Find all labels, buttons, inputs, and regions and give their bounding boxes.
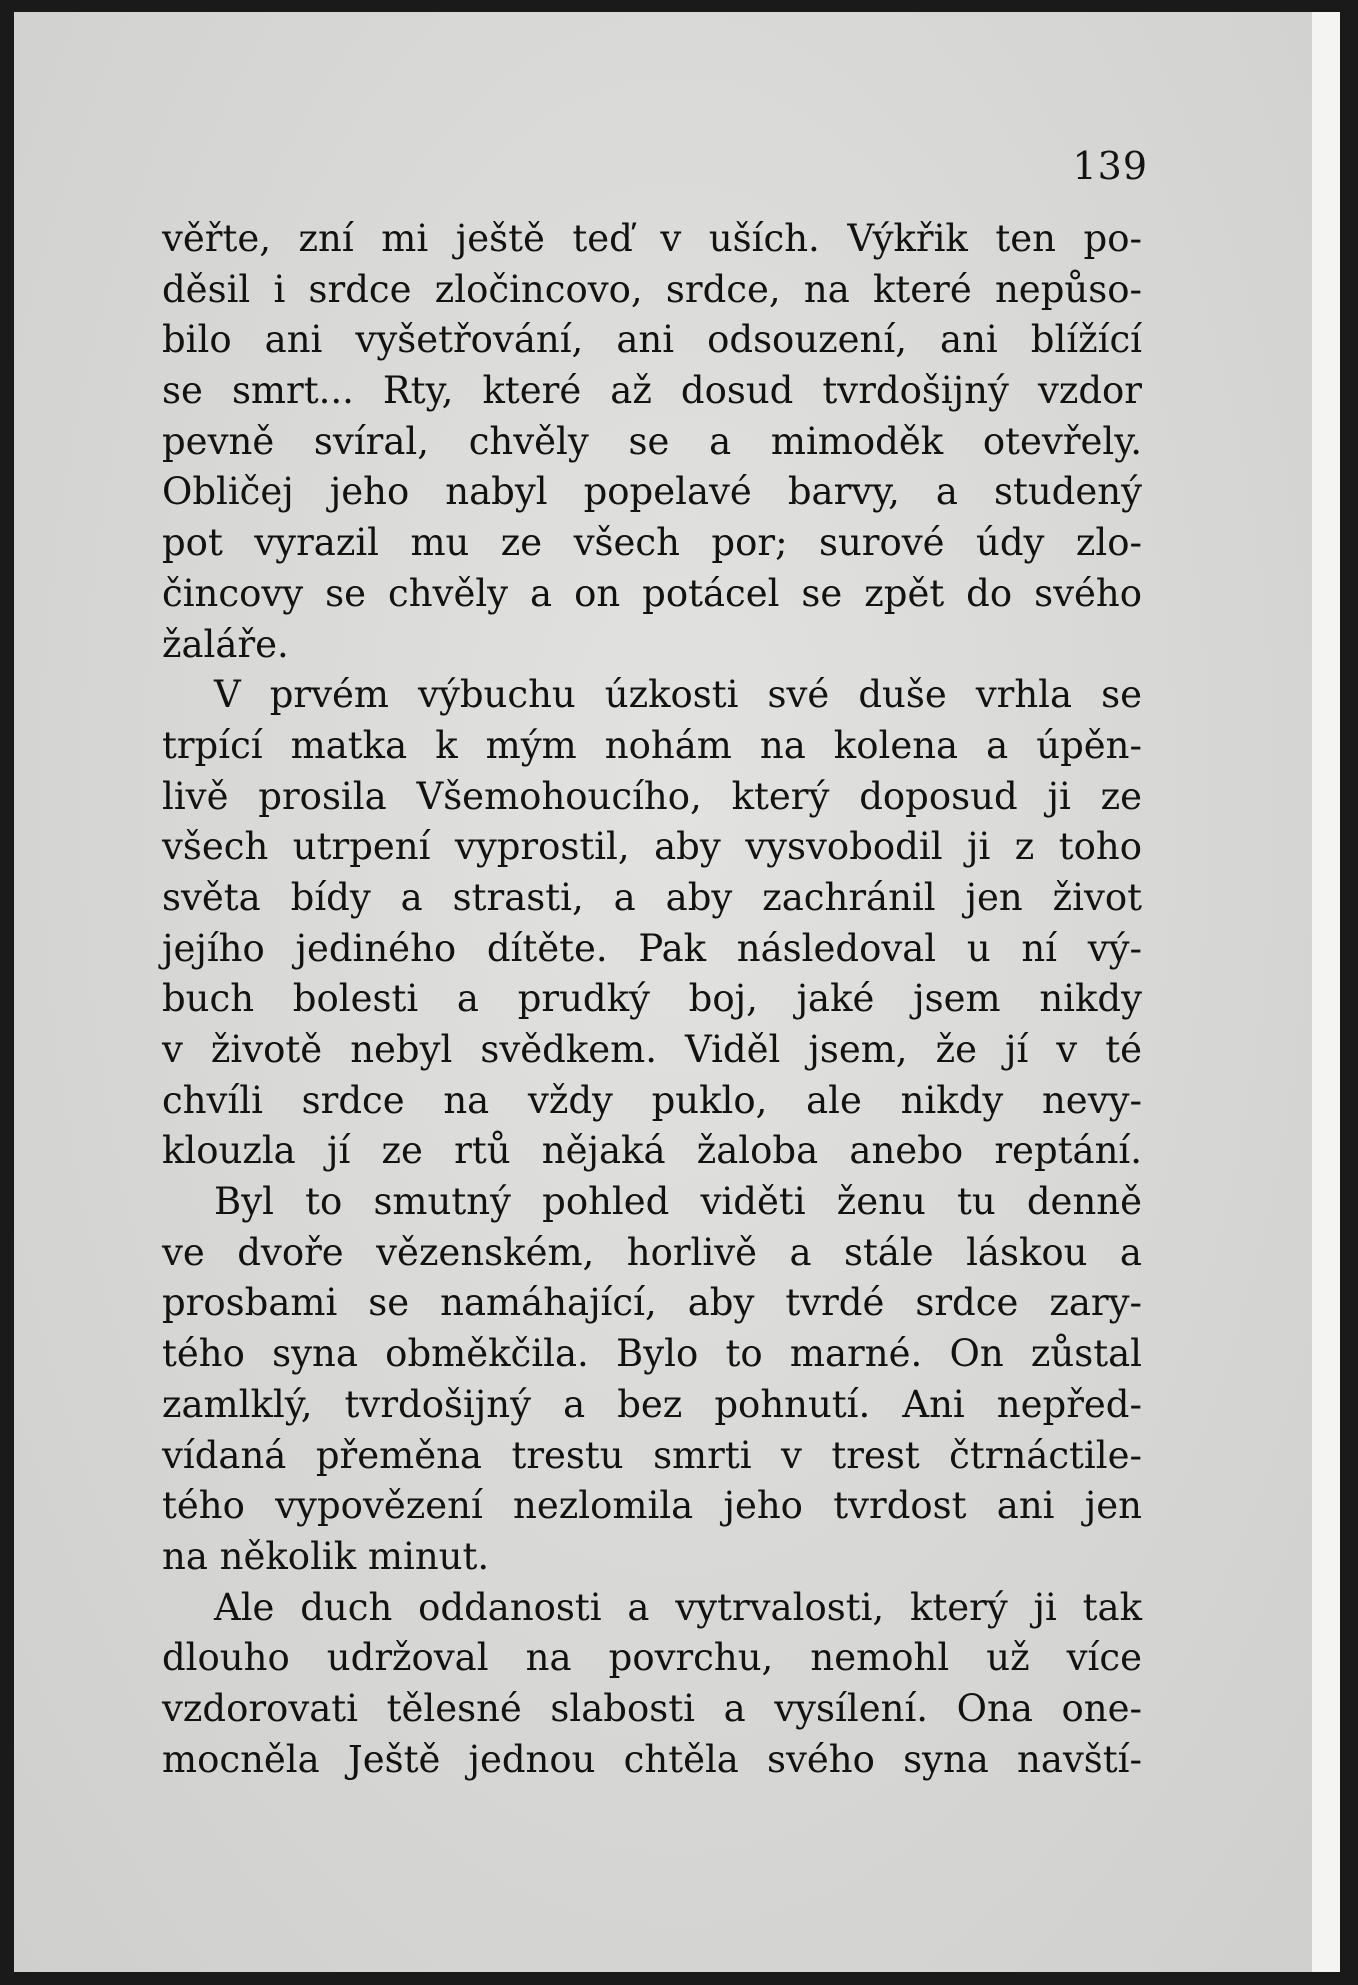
text-line: bilo ani vyšetřování, ani odsouzení, ani blížící [162, 318, 1142, 362]
text-line: buch bolesti a prudký boj, jaké jsem nikdy [162, 977, 1142, 1021]
text-line: pevně svíral, chvěly se a mimoděk otevřely. [162, 419, 1142, 463]
text-line: pot vyrazil mu ze všech por; surové údy zlo- [162, 521, 1142, 565]
text-line: tého vypovězení nezlomila jeho tvrdost ani jen [162, 1484, 1142, 1528]
text-line: v životě nebyl svědkem. Viděl jsem, že jí v té [162, 1028, 1142, 1071]
text-line: tého syna obměkčila. Bylo to marné. On zůstal [162, 1332, 1142, 1376]
page-edge [1312, 12, 1340, 1972]
text-line: všech utrpení vyprostil, aby vysvobodil ji z toho [162, 825, 1142, 869]
text-line: Obličej jeho nabyl popelavé barvy, a studený [162, 470, 1142, 514]
text-line: žaláře. [162, 622, 289, 666]
text-line: dlouho udržoval na povrchu, nemohl už více [162, 1636, 1142, 1680]
text-line: ve dvoře vězenském, horlivě a stále láskou a [162, 1230, 1142, 1274]
text-line: Ale duch oddanosti a vytrvalosti, který ji tak [214, 1585, 1142, 1629]
text-line: zamlklý, tvrdošijný a bez pohnutí. Ani nepřed- [162, 1382, 1142, 1426]
text-line: vídaná přeměna trestu smrti v trest čtrnáctile- [162, 1433, 1142, 1477]
text-line: livě prosila Všemohoucího, který doposud ji ze [162, 774, 1142, 818]
text-line: jejího jediného dítěte. Pak následoval u ní vý- [162, 926, 1142, 970]
text-line: V prvém výbuchu úzkosti své duše vrhla se [214, 673, 1142, 717]
text-line: Byl to smutný pohled viděti ženu tu denně [214, 1180, 1142, 1224]
text-line: věřte, zní mi ještě teď v uších. Výkřik ten po- [162, 217, 1142, 260]
text-line: světa bídy a strasti, a aby zachránil jen život [162, 875, 1142, 919]
text-line: chvíli srdce na vždy puklo, ale nikdy nevy- [162, 1078, 1142, 1122]
text-line: na několik minut. [162, 1534, 490, 1578]
text-line: vzdorovati tělesné slabosti a vysílení. Ona one- [162, 1686, 1142, 1730]
text-line: čincovy se chvěly a on potácel se zpět do svého [162, 571, 1142, 615]
body-text [162, 214, 1142, 1785]
text-line: děsil i srdce zločincovo, srdce, na které nepůso- [162, 267, 1142, 311]
page-number: 139 [1072, 144, 1148, 188]
text-line: klouzla jí ze rtů nějaká žaloba anebo reptání. [162, 1129, 1142, 1173]
book-page [14, 12, 1340, 1972]
text-line: se smrt... Rty, které až dosud tvrdošijný vzdor [162, 369, 1142, 413]
text-line: prosbami se namáhající, aby tvrdé srdce zary- [162, 1281, 1142, 1325]
text-line: mocněla Ještě jednou chtěla svého syna navští- [162, 1737, 1142, 1781]
text-line: trpící matka k mým nohám na kolena a úpěn- [162, 723, 1142, 767]
